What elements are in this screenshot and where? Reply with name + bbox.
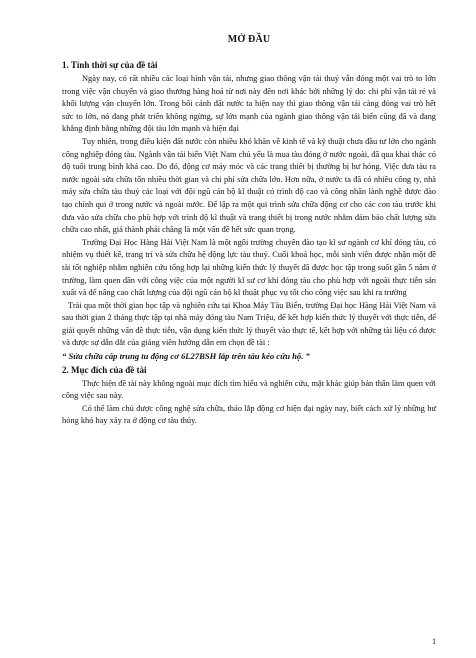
- section-1-paragraph-1: Ngày nay, có rất nhiều các loại hình vận tải, nhưng giao thông vận tải thuỷ vẫn đóng một vai trò to lớn trong việc vận chuyển và giao thương hàng hoá từ nơi này đến nơi khác bởi những lý do: chi phí vận tải rẻ và khối lượng vận chuyển lớn. Trong bối cảnh đất nước ta hiện nay thì giao thông vận tải càng đóng vai trò hết sức to lớn, nó đang phát triển không ngừng, sự lớn mạnh của ngành giao thông vận tải biển cũng đã và đang khẳng định bằng những đội tàu lớn mạnh và hiện đại: [62, 74, 436, 134]
- section-2-paragraph-2: Có thể làm chủ được công nghệ sửa chữa, tháo lắp động cơ hiện đại ngày nay, biết cách xử lý những hư hỏng khó hay xảy ra ở động cơ tàu thủy.: [62, 403, 436, 426]
- thesis-topic-quote: “ Sửa chữa cấp trung tu động cơ 6L27BSH lắp trên tàu kéo cứu hộ. ”: [62, 351, 310, 362]
- section-1-paragraph-2: Tuy nhiên, trong điều kiện đất nước còn nhiều khó khăn về kinh tế và kỹ thuật chưa đầu tư lớn cho ngành công nghiệp đóng tàu. Ngành vận tải biển Việt Nam chủ yếu là mua tàu đóng ở nước ngoài, đã qua khai thác có độ tuổi trung bình khá cao. Do đó, động cơ máy móc và các trang thiết bị thường bị hư hỏng. Việc đưa tàu ra nước ngoài sửa chữa tốn nhiều thời gian và chi phí sửa chữa lớn. Hơn nữa, ở nước ta đã có nhiều công ty, nhà máy sửa chữa tàu thuỷ các loại với đội ngũ cán bộ kĩ thuật có trình độ cao và công nhân lành nghề được đào tạo chính qui ở trong nước và ngoài nước. Để lập ra một qui trình sửa chữa động cơ cho các con tàu trước khi đưa vào sửa chữa cho phù hợp với trình độ kĩ thuật và trang thiết bị trong nước nhằm đảm bảo chất lượng sửa chữa cao nhất, giá thành phải chăng là một vấn đề hết sức quan trọng.: [62, 136, 436, 235]
- section-1-heading: 1. Tính thời sự của đề tài: [62, 60, 158, 70]
- document-title: MỞ ĐẦU: [227, 34, 271, 45]
- section-1-paragraph-4: Trải qua một thời gian học tập và nghiên cứu tại Khoa Máy Tàu Biển, trường Đại học Hàng Hải Việt Nam và sau thời gian 2 tháng thực tập tại nhà máy đóng tàu Nam Triệu, để kết hợp kiến thức lý thuyết với thực tiễn, để giải quyết những vấn đề thực tiễn, vận dụng kiến thức lý thuyết vào thực tế, kết hợp với những tài liệu có được và được sự dẫn dắt của giảng viên hướng dẫn em chọn đề tài :: [62, 300, 436, 348]
- section-2-heading: 2. Mục đích của đề tài: [62, 364, 147, 375]
- page-number: 1: [432, 637, 436, 646]
- section-1-paragraph-3: Trường Đại Học Hàng Hải Việt Nam là một ngôi trường chuyên đào tạo kĩ sư ngành cơ khí đóng tàu, có nhiệm vụ thiết kế, trang trí và sửa chữa hệ động lực tàu thuỷ. Cuối khoá học, mỗi sinh viên được nhận một đề tài tốt nghiệp nhằm nghiên cứu tổng hợp lại những kiến thức lý thuyết đã được học tập trong suốt gần 5 năm ở trường, làm quen dần với công việc của một người kĩ sư cơ khí đóng tàu cho phù hợp với ngoài thực tiễn sản xuất và để nâng cao chất lượng của đội ngũ cán bộ kĩ thuật phục vụ tốt cho công việc sau khi ra trường: [62, 237, 436, 298]
- section-2-paragraph-1: Thực hiện đề tài này không ngoài mục đích tìm hiểu và nghiên cứu, mặt khác giúp bản thân làm quen với công việc sau này.: [62, 378, 436, 401]
